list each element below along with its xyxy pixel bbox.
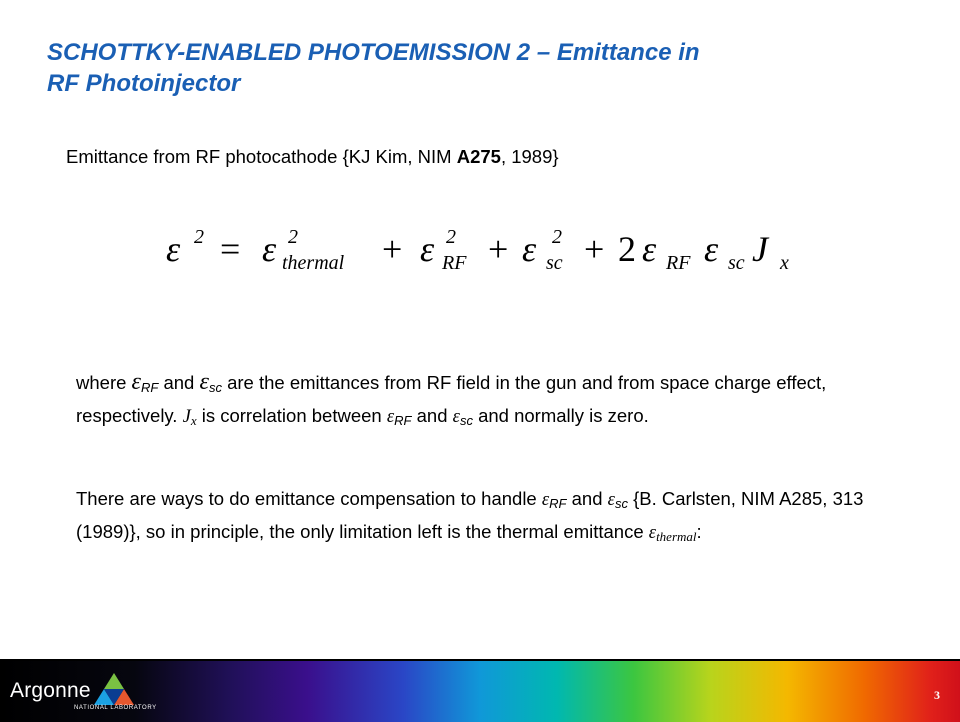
p2-eps-sc: ε [607, 490, 615, 510]
p1-jx: J [182, 407, 191, 427]
emittance-equation [166, 222, 806, 284]
p1-eps-sc: ε [199, 369, 209, 395]
eq-t4c-sub: x [780, 252, 789, 274]
p1-eps-sc2: ε [452, 407, 460, 427]
p1-text-b: is correlation between [196, 405, 387, 426]
source-citation [66, 146, 559, 168]
eq-t2: ε [420, 229, 435, 269]
eq-plus3: + [584, 229, 605, 269]
source-volume: A275 [456, 146, 501, 167]
paragraph-compensation [76, 485, 906, 551]
slide-title [47, 37, 907, 99]
source-prefix: Emittance from RF photocathode {KJ Kim, NIM [66, 146, 457, 167]
p1-rf-sub: RF [141, 380, 159, 395]
p1-sc-sub2: sc [459, 413, 473, 428]
eq-t3-sub: sc [546, 252, 563, 274]
eq-t4b: ε [704, 229, 719, 269]
p1-sc-sub: sc [208, 380, 222, 395]
logo-wordmark: Argonne [10, 679, 91, 702]
eq-coef: 2 [618, 229, 636, 269]
p2-eps-thermal: ε [648, 523, 657, 543]
eq-t3: ε [522, 229, 537, 269]
p2-text-c: : [696, 521, 702, 542]
p1-text-c: and normally is zero. [472, 405, 649, 426]
p2-eps-rf: ε [541, 490, 550, 510]
p1-eps-rf: ε [131, 369, 141, 395]
p1-and1: and [158, 372, 200, 393]
p2-rf-sub: RF [549, 496, 567, 511]
slide-title-line2: RF Photoinjector [47, 70, 241, 97]
eq-equals: = [220, 229, 241, 269]
eq-t4a-sub: RF [666, 252, 691, 274]
source-suffix: , 1989} [500, 146, 559, 167]
p2-text-a: There are ways to do emittance compensation to handle [76, 488, 542, 509]
p2-text-b: {B. Carlsten, NIM A285, 313 (1989)}, so in principle, the only limitation left is the thermal emittance [76, 488, 864, 542]
eq-plus1: + [382, 229, 403, 269]
p2-and: and [566, 488, 608, 509]
eq-t4b-sub: sc [728, 252, 745, 274]
eq-t4c: J [752, 229, 768, 269]
p1-eps-rf2: ε [386, 407, 395, 427]
eq-t1: ε [262, 229, 277, 269]
eq-plus2: + [488, 229, 509, 269]
p1-jx-sub: x [190, 413, 197, 428]
slide-title-line1: SCHOTTKY-ENABLED PHOTOEMISSION 2 – Emittance in [47, 39, 700, 66]
p2-sc-sub: sc [614, 496, 628, 511]
p1-text-a: are the emittances from RF field in the gun and from space charge effect, respectively. [76, 372, 827, 426]
eq-t3-sup: 2 [552, 226, 562, 248]
argonne-logo [10, 671, 160, 715]
p1-and2: and [411, 405, 453, 426]
eq-t4a: ε [642, 229, 657, 269]
eq-t1-sub: thermal [282, 252, 345, 274]
paragraph-where [76, 368, 906, 435]
p1-rf-sub2: RF [394, 413, 412, 428]
eq-t2-sup: 2 [446, 226, 456, 248]
eq-lhs-sup: 2 [194, 226, 204, 248]
footer-bar [0, 659, 960, 722]
eq-t2-sub: RF [442, 252, 467, 274]
p2-thermal-sub: thermal [656, 529, 697, 544]
eq-lhs: ε [166, 229, 181, 269]
argonne-triangle-icon [92, 671, 136, 707]
p1-where: where [76, 372, 132, 393]
page-number: 3 [934, 688, 940, 702]
logo-subtitle: NATIONAL LABORATORY [74, 705, 157, 711]
eq-t1-sup: 2 [288, 226, 298, 248]
